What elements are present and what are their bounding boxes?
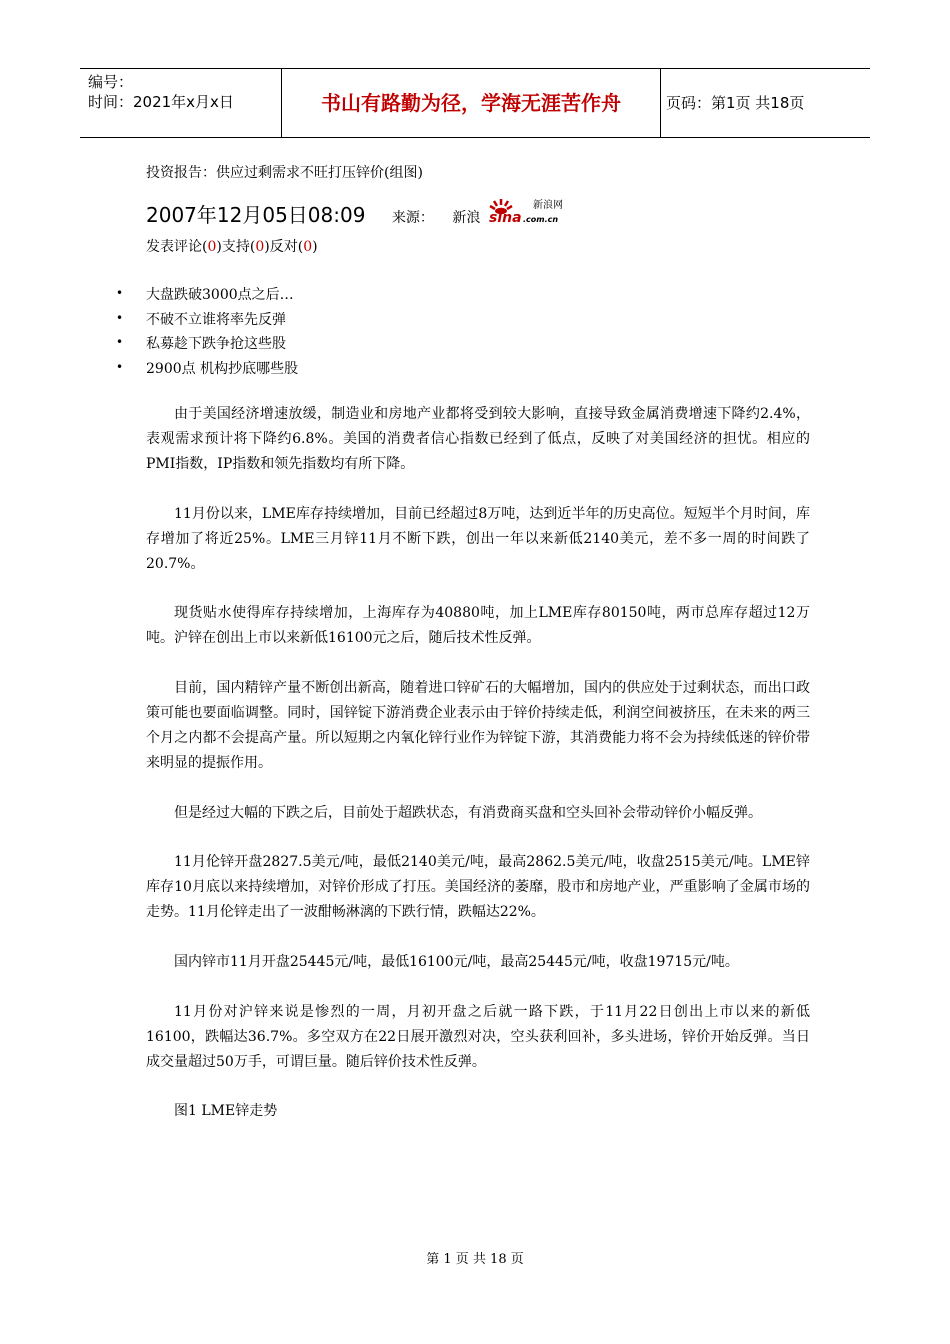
bullet-icon: • [116,286,124,300]
oppose-count[interactable]: 0 [303,239,313,255]
article-datetime: 2007年12月05日08:09 [146,203,366,227]
time-label: 时间：2021年x月x日 [88,93,234,111]
paragraph: 现货贴水使得库存持续增加，上海库存为40880吨，加上LME库存80150吨，两市总库存超过12万吨。沪锌在创出上市以来新低16100元之后，随后技术性反弹。 [146,605,810,646]
bullet-icon: • [116,360,124,374]
source-name[interactable]: 新浪 [452,210,481,226]
paragraph: 11月份以来，LME库存持续增加，目前已经超过8万吨，达到近半年的历史高位。短短半个月时间，库存增加了将近25%。LME三月锌11月不断下跌，创出一年以来新低2140美元，差不多一周的时间跌了20.7%。 [146,506,810,572]
paragraph: 11月伦锌开盘2827.5美元/吨，最低2140美元/吨，最高2862.5美元/吨，收盘2515美元/吨。LME锌库存10月底以来持续增加，对锌价形成了打压。美国经济的萎靡，股市和房地产业，严重影响了金属市场的走势。11月伦锌走出了一波酣畅淋漓的下跌行情，跌幅达22%。 [146,854,810,920]
header-table [80,68,870,138]
source-label: 来源： [391,210,434,226]
publish-comment-link[interactable]: 发表评论( [146,239,208,255]
paragraph: 但是经过大幅的下跌之后，目前处于超跌状态，有消费商买盘和空头回补会带动锌价小幅反弹。 [174,805,762,821]
paragraph: 11月份对沪锌来说是惨烈的一周，月初开盘之后就一路下跌，于11月22日创出上市以来的新低16100，跌幅达36.7%。多空双方在22日展开激烈对决，空头获利回补，多头进场，锌价开始反弹。当日成交量超过50万手，可谓巨量。随后锌价技术性反弹。 [146,1004,810,1070]
paragraph: 目前，国内精锌产量不断创出新高，随着进口锌矿石的大幅增加，国内的供应处于过剩状态，而出口政策可能也要面临调整。同时，国锌锭下游消费企业表示由于锌价持续走低，利润空间被挤压，在未来的两三个月之内都不会提高产量。所以短期之内氧化锌行业作为锌锭下游，其消费能力将不会为持续低迷的锌价带来明显的提振作用。 [146,680,810,771]
sina-logo-chinese: 新浪网 [532,200,563,211]
oppose-link[interactable]: )反对( [264,239,304,255]
sina-eye-icon [487,196,577,226]
support-count[interactable]: 0 [255,239,265,255]
related-link[interactable]: 私募趁下跌争抢这些股 [146,336,286,352]
header-meta-cell [80,69,282,137]
article-title: 投资报告：供应过剩需求不旺打压锌价(组图) [146,165,423,181]
sina-logo-main: sina [488,210,522,226]
related-link[interactable]: 不破不立谁将率先反弹 [146,312,286,328]
motto: 书山有路勤为径，学海无涯苦作舟 [282,69,661,137]
paragraph: 国内锌市11月开盘25445元/吨，最低16100元/吨，最高25445元/吨，收盘19715元/吨。 [174,954,739,970]
sina-logo[interactable] [487,196,577,230]
bullet-icon: • [116,311,124,325]
sina-logo-sub: .com.cn [522,215,558,224]
related-link[interactable]: 大盘跌破3000点之后… [146,287,294,303]
page-info: 页码：第1页 共18页 [666,94,805,112]
bullet-icon: • [116,335,124,349]
number-label: 编号： [88,73,134,91]
related-link[interactable]: 2900点 机构抄底哪些股 [146,361,299,377]
paragraph: 由于美国经济增速放缓，制造业和房地产业都将受到较大影响，直接导致金属消费增速下降约2.4%，表观需求预计将下降约6.8%。美国的消费者信心指数已经到了低点，反映了对美国经济的担忧。相应的PMI指数，IP指数和领先指数均有所下降。 [146,406,810,472]
comment-bar [146,236,318,256]
support-link[interactable]: )支持( [216,239,256,255]
comment-count[interactable]: 0 [207,239,217,255]
comment-close: ) [312,239,318,255]
article-meta [146,192,577,228]
figure-caption: 图1 LME锌走势 [174,1103,278,1119]
page-footer: 第 1 页 共 18 页 [426,1252,524,1267]
